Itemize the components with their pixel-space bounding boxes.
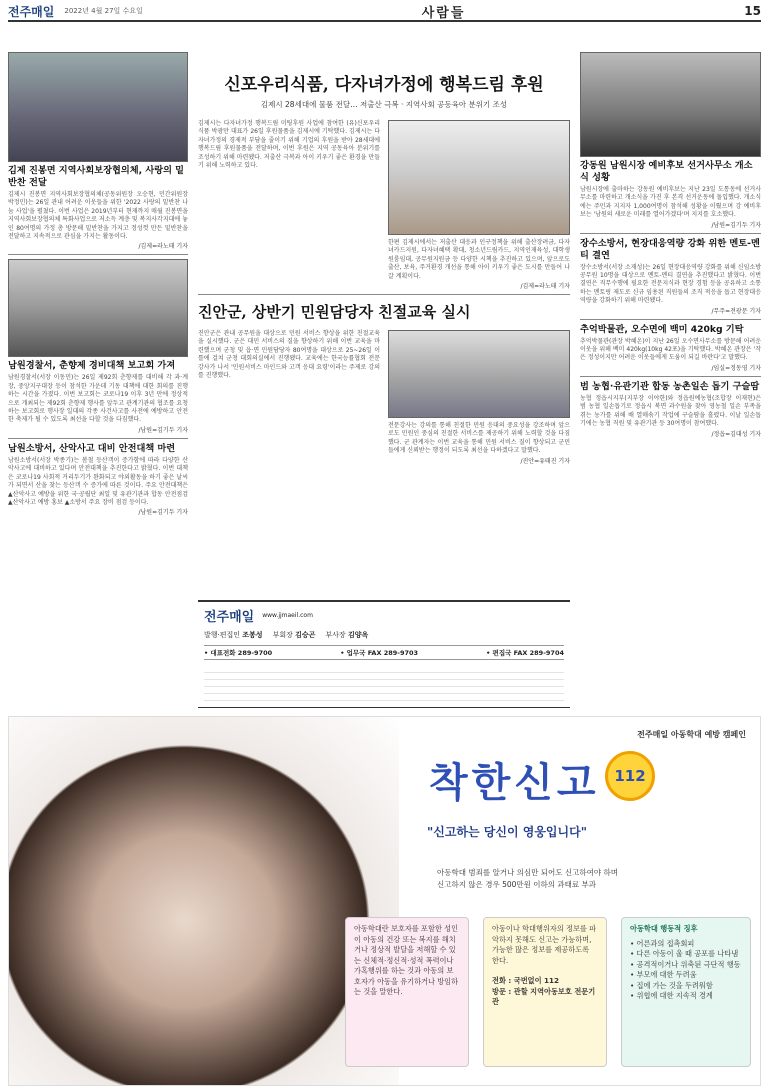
paper-logo: 전주매일 bbox=[8, 4, 55, 19]
photo-meeting bbox=[8, 259, 188, 357]
headline: 추억박물관, 오수면에 백미 420kg 기탁 bbox=[580, 323, 744, 335]
byline: /남원=김기두 기자 bbox=[138, 509, 188, 517]
headline: 강동원 남원시장 예비후보 선거사무소 개소식 성황 bbox=[580, 160, 753, 183]
ad-box-definition: 아동학대란 보호자를 포함한 성인이 아동의 건강 또는 복지를 해치거나 정상적 발달을 저해할 수 있는 신체적·정신적·성적 폭력이나 가혹행위를 하는 것과 아동의 보호자가 아동을 유기하거나 방임하는 것을 말한다. bbox=[345, 917, 469, 1067]
byline: /무주=전광문 기자 bbox=[711, 307, 761, 315]
byline: /정읍=김대성 기자 bbox=[711, 430, 761, 438]
article-body: 김제시는 다자녀가정 행복드림 미팅후원 사업에 참여한 (유)신포우리식품 박광만 대표가 26일 후원물품을 김제시에 기탁했다. 김제시는 다자녀가정의 경제적 부담을 줄이기 위해 기업의 후원을 받아 28세대에 행복드림 후원물품을 전달하며, 이번 후원은 지역 공동육아 분위기를 조성하기 위해 마련됐다. 저출산 극복과 아이 키우기 좋은 환경을 만들기 위해 노력하고 있다. bbox=[198, 120, 380, 170]
divider bbox=[198, 294, 570, 295]
photo-crowd bbox=[580, 52, 761, 157]
ad-desc-2: 신고하지 않은 경우 500만원 이하의 과태료 부과 bbox=[437, 880, 597, 889]
headline: 남원소방서, 산악사고 대비 안전대책 마련 bbox=[8, 442, 176, 454]
article-body: 남원시장에 출마하는 강동원 예비후보는 지난 23일 도통동에 선거사무소를 마련하고 개소식을 가진 후 본격 선거운동에 돌입했다. 개소식에는 주민과 지지자 1,000여명이 참석해 성황을 이뤘으며 강 예비후보는 '남원의 새로운 미래를 열어가겠다'며 지지를 호소했다. bbox=[580, 186, 761, 219]
article-body: 장수소방서(서장 소재성)는 26일 현장대응역량 강화를 위해 신임소방공무원 10명을 대상으로 멘토-멘티 결연을 추진했다고 밝혔다. 이번 결연은 직무수행에 필요한 전문지식과 현장 경험 등을 공유하고 소통하는 멘토링 제도로 신규 임용된 직원들의 조직 적응을 돕고 현장대응역량을 강화하기 위해 마련됐다. bbox=[580, 263, 761, 305]
headline: 남원경찰서, 춘향제 경비대책 보고회 가져 bbox=[8, 360, 176, 372]
photo-volunteers bbox=[8, 52, 188, 162]
headline: 범 농협·유관기관 합동 농촌일손 돕기 구슬땀 bbox=[580, 380, 760, 392]
photo-training bbox=[388, 330, 570, 418]
main-headline: 신포우리식품, 다자녀가정에 행복드림 후원 bbox=[224, 75, 544, 95]
article-body: 한편 김제시에서는 저출산 대응과 인구정책을 위해 출산장려금, 다자녀카드지원, 다자녀혜택 확대, 청소년드림카드, 지역인재육성, 대학생원룸임대, 공무원지원금 등 다양한 시책을 추진하고 있으며, 앞으로도 출산, 보육, 주거환경 개선을 통해 아이 키우기 좋은 도시를 만들어 나갈 계획이다. bbox=[388, 239, 570, 280]
masthead-url: www.jjmaeil.com bbox=[262, 612, 313, 619]
headline: 김제 진봉면 지역사회보장협의체, 사랑의 밑반찬 전달 bbox=[8, 165, 185, 188]
byline: /김제=라노태 기자 bbox=[520, 283, 570, 291]
masthead-logo: 전주매일 bbox=[204, 610, 255, 625]
article-body: 전문강사는 강의를 통해 친절한 민원 응대의 중요성을 강조하며 앞으로도 민원인 중심의 친절한 서비스를 제공하기 위해 노력할 것을 다짐했다. 군 관계자는 이번 교육을 통해 민원 서비스 질이 향상되고 군민들에게 신뢰받는 행정이 되도록 최선을 다하겠다고 말했다. bbox=[388, 422, 570, 455]
article-body: 김제시 진봉면 지역사회보장협의체(공동위원장 오승현, 민간위원장 박정민)는 26일 관내 어려운 이웃들을 위한 '2022 사랑의 밑반찬 나눔 사업'을 펼쳤다. 이번 사업은 2019년부터 현재까지 매월 진봉면을 지역사회보장협의체 특화사업으로 저소득 계층 및 복지사각지대에 놓인 80여명의 가정 총 방문해 밑반찬을 가지고 정성껏 만든 밑반찬을 전달하고 지속적으로 관심을 가지는 활동이다. bbox=[8, 191, 188, 241]
section-title: 사람들 bbox=[421, 5, 466, 21]
article-body: 남원경찰서(서장 이동민)는 26일 제92회 춘향제를 대비해 각 과·계장, 중앙지구대장 등이 참석한 가운데 기동 대책에 대한 회의를 진행하는 시간을 가졌다. 이번 보고회는 코로나19 이후 3년 만에 정상적으로 개최되는 제92회 춘향제 행사를 앞두고 관계기관의 협조를 요청하는 보고회로 행사장 일대의 각종 사건사고를 사전에 예방하고 안전한 축제가 될 수 있도록 최선을 다할 것을 다짐했다. bbox=[8, 374, 188, 424]
page-number: 15 bbox=[744, 4, 761, 18]
issue-date: 2022년 4월 27일 수요일 bbox=[64, 7, 143, 15]
right-column bbox=[580, 52, 761, 438]
article-body: 추억박물관(관장 박혜온)이 지난 26일 오수면사무소를 방문해 어려운 이웃을 위해 백미 420kg(10kg 42포)을 기탁했다. 박혜온 관장은 '작은 정성이지만 어려운 이웃들에게 도움이 되길 바란다'고 말했다. bbox=[580, 337, 761, 362]
ad-photo-child bbox=[9, 717, 399, 1086]
masthead: 전주매일 www.jjmaeil.com 발행·편집인 조봉성 부회장 김승곤 부사장 김양옥 • 대표전화 289-9700 • 업무국 FAX 289-9703 • 편집국 FAX 289-9704 bbox=[198, 600, 570, 708]
divider bbox=[580, 233, 761, 234]
article-body: 진안군은 관내 공무원을 대상으로 민원 서비스 향상을 위한 친절교육을 실시했다. 군은 대민 서비스의 질을 향상하기 위해 이번 교육을 마련했으며 군청 및 읍·면 민원담당자 80여명을 대상으로 25~26일 이틀에 걸쳐 군청 대회의실에서 진행됐다. 교육에는 한국능률협회 전문 강사가 나서 '민원서비스 마인드와 고객 응대 요령'이라는 주제로 강의를 진행했다. bbox=[198, 330, 380, 380]
ad-topline: 전주매일 아동학대 예방 캠페인 bbox=[637, 730, 746, 739]
byline: /남원=김기두 기자 bbox=[711, 221, 761, 229]
byline: /진안=유태진 기자 bbox=[520, 457, 570, 465]
branch-directory bbox=[204, 666, 564, 706]
page-header bbox=[8, 2, 761, 22]
center-column bbox=[198, 52, 570, 465]
ad-title: 착한신고 bbox=[429, 760, 600, 806]
ad-box-signs: 아동학대 행동적 징후 • 어른과의 접촉회피 • 다른 아동이 울 때 공포를 나타냄 • 공격적이거나 위축된 극단적 행동 • 부모에 대한 두려움 • 집에 가는 것을 두려워함 • 위협에 대한 지속적 경계 bbox=[621, 917, 751, 1067]
left-column bbox=[8, 52, 188, 516]
article-body: 남원소방서(서장 박종기)는 봄철 등산객이 증가함에 따라 다양한 산악사고에 대비하고 있다며 안전대책을 추진한다고 밝혔다. 이번 대책은 코로나19 사회적 거리두기가 완화되고 야외활동을 하기 좋은 날씨가 되면서 산을 찾는 등산객 수 증가에 따른 것이다. 주요 안전대책은 ▲산악사고 예방을 위한 국·공립단 최일 및 유관기관과 합동 안전점검 ▲산악사고 예방 홍보 ▲소방서 주요 장비 점검 등이다. bbox=[8, 456, 188, 506]
sub-headline: 진안군, 상반기 민원담당자 친절교육 실시 bbox=[198, 303, 471, 322]
ad-slogan: "신고하는 당신이 영웅입니다" bbox=[427, 825, 587, 839]
byline: /임실=정동영 기자 bbox=[711, 364, 761, 372]
byline: /김제=라노태 기자 bbox=[138, 243, 188, 251]
byline: /남원=김기두 기자 bbox=[138, 426, 188, 434]
divider bbox=[580, 376, 761, 377]
headline: 장수소방서, 현장대응역량 강화 위한 멘토-멘티 결연 bbox=[580, 237, 760, 261]
article-body: 농협 정읍시지부(지부장 이야한)와 정읍원예농협(조합장 이재현)은 범 농협 일손돕기로 정읍시 북면 과수원을 찾아 영농철 일손 부족을 겪는 농가를 위해 배 열매솎기 작업에 구슬땀을 흘렸다. 이날 일손돕기에는 농협 직원 및 유관기관 등 30여명이 참여했다. bbox=[580, 394, 761, 428]
ad-112-badge: 112 bbox=[605, 751, 655, 801]
divider bbox=[8, 254, 188, 255]
divider bbox=[8, 438, 188, 439]
campaign-ad bbox=[8, 716, 761, 1086]
ad-box-report: 아동이나 학대행위자의 정보를 파악하지 못해도 신고는 가능하며, 가능한 많은 정보를 제공하도록 한다. 전화 : 국번없이 112 방문 : 관할 지역아동보호 전문기관 bbox=[483, 917, 607, 1067]
ad-desc-1: 아동학대 범죄를 알거나 의심만 되어도 신고하여야 하며 bbox=[437, 868, 618, 877]
main-subheadline: 김제시 28세대에 물품 전달… 저출산 극복 · 지역사회 공동육아 분위기 조성 bbox=[260, 100, 508, 109]
photo-donation bbox=[388, 120, 570, 235]
divider bbox=[580, 319, 761, 320]
